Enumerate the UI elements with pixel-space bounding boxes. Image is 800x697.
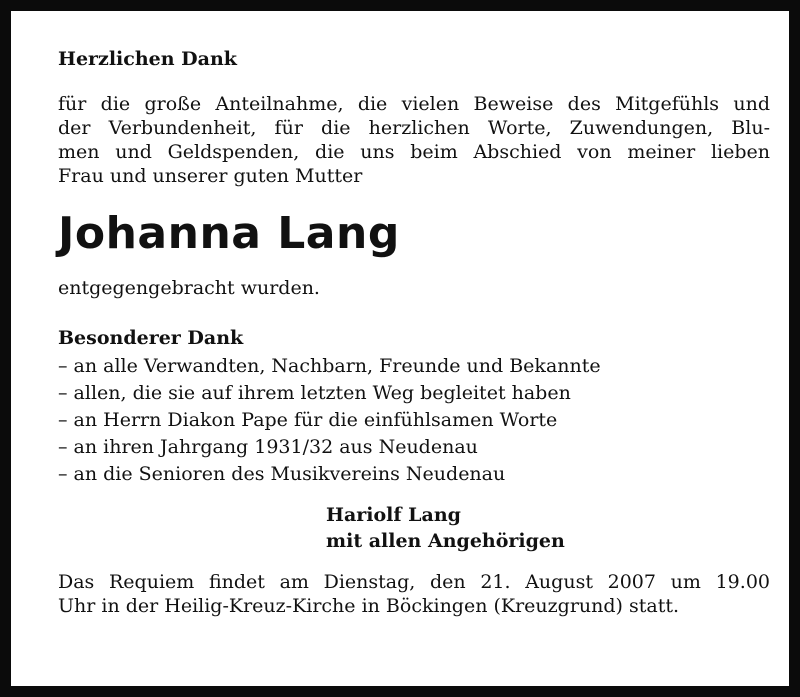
list-item: – an alle Verwandten, Nachbarn, Freunde und Bekannte xyxy=(58,355,601,377)
signature-family: mit allen Angehörigen xyxy=(326,530,565,552)
deceased-name: Johanna Lang xyxy=(58,208,400,259)
notice-heading: Herzlichen Dank xyxy=(58,48,237,70)
intro-line: Frau und unserer guten Mutter xyxy=(58,165,363,187)
intro-line: der Verbundenheit, für die herzlichen Worte, Zuwendungen, Blu- xyxy=(58,117,770,139)
requiem-paragraph xyxy=(58,570,770,618)
requiem-line: Uhr in der Heilig-Kreuz-Kirche in Böckingen (Kreuzgrund) statt. xyxy=(58,595,680,617)
intro-paragraph xyxy=(58,92,770,188)
after-name-text: entgegengebracht wurden. xyxy=(58,277,320,299)
list-item: – an Herrn Diakon Pape für die einfühlsamen Worte xyxy=(58,409,558,431)
special-thanks-title: Besonderer Dank xyxy=(58,327,244,349)
signature-name: Hariolf Lang xyxy=(326,504,461,526)
notice-content xyxy=(58,47,770,618)
intro-line: men und Geldspenden, die uns beim Abschied von meiner lieben xyxy=(58,141,770,163)
special-thanks-list xyxy=(58,353,770,488)
requiem-line: Das Requiem findet am Dienstag, den 21. August 2007 um 19.00 xyxy=(58,571,770,593)
list-item: – allen, die sie auf ihrem letzten Weg begleitet haben xyxy=(58,382,571,404)
intro-line: für die große Anteilnahme, die vielen Beweise des Mitgefühls und xyxy=(58,93,770,115)
signature-block xyxy=(326,502,770,554)
list-item: – an die Senioren des Musikvereins Neudenau xyxy=(58,463,506,485)
list-item: – an ihren Jahrgang 1931/32 aus Neudenau xyxy=(58,436,478,458)
